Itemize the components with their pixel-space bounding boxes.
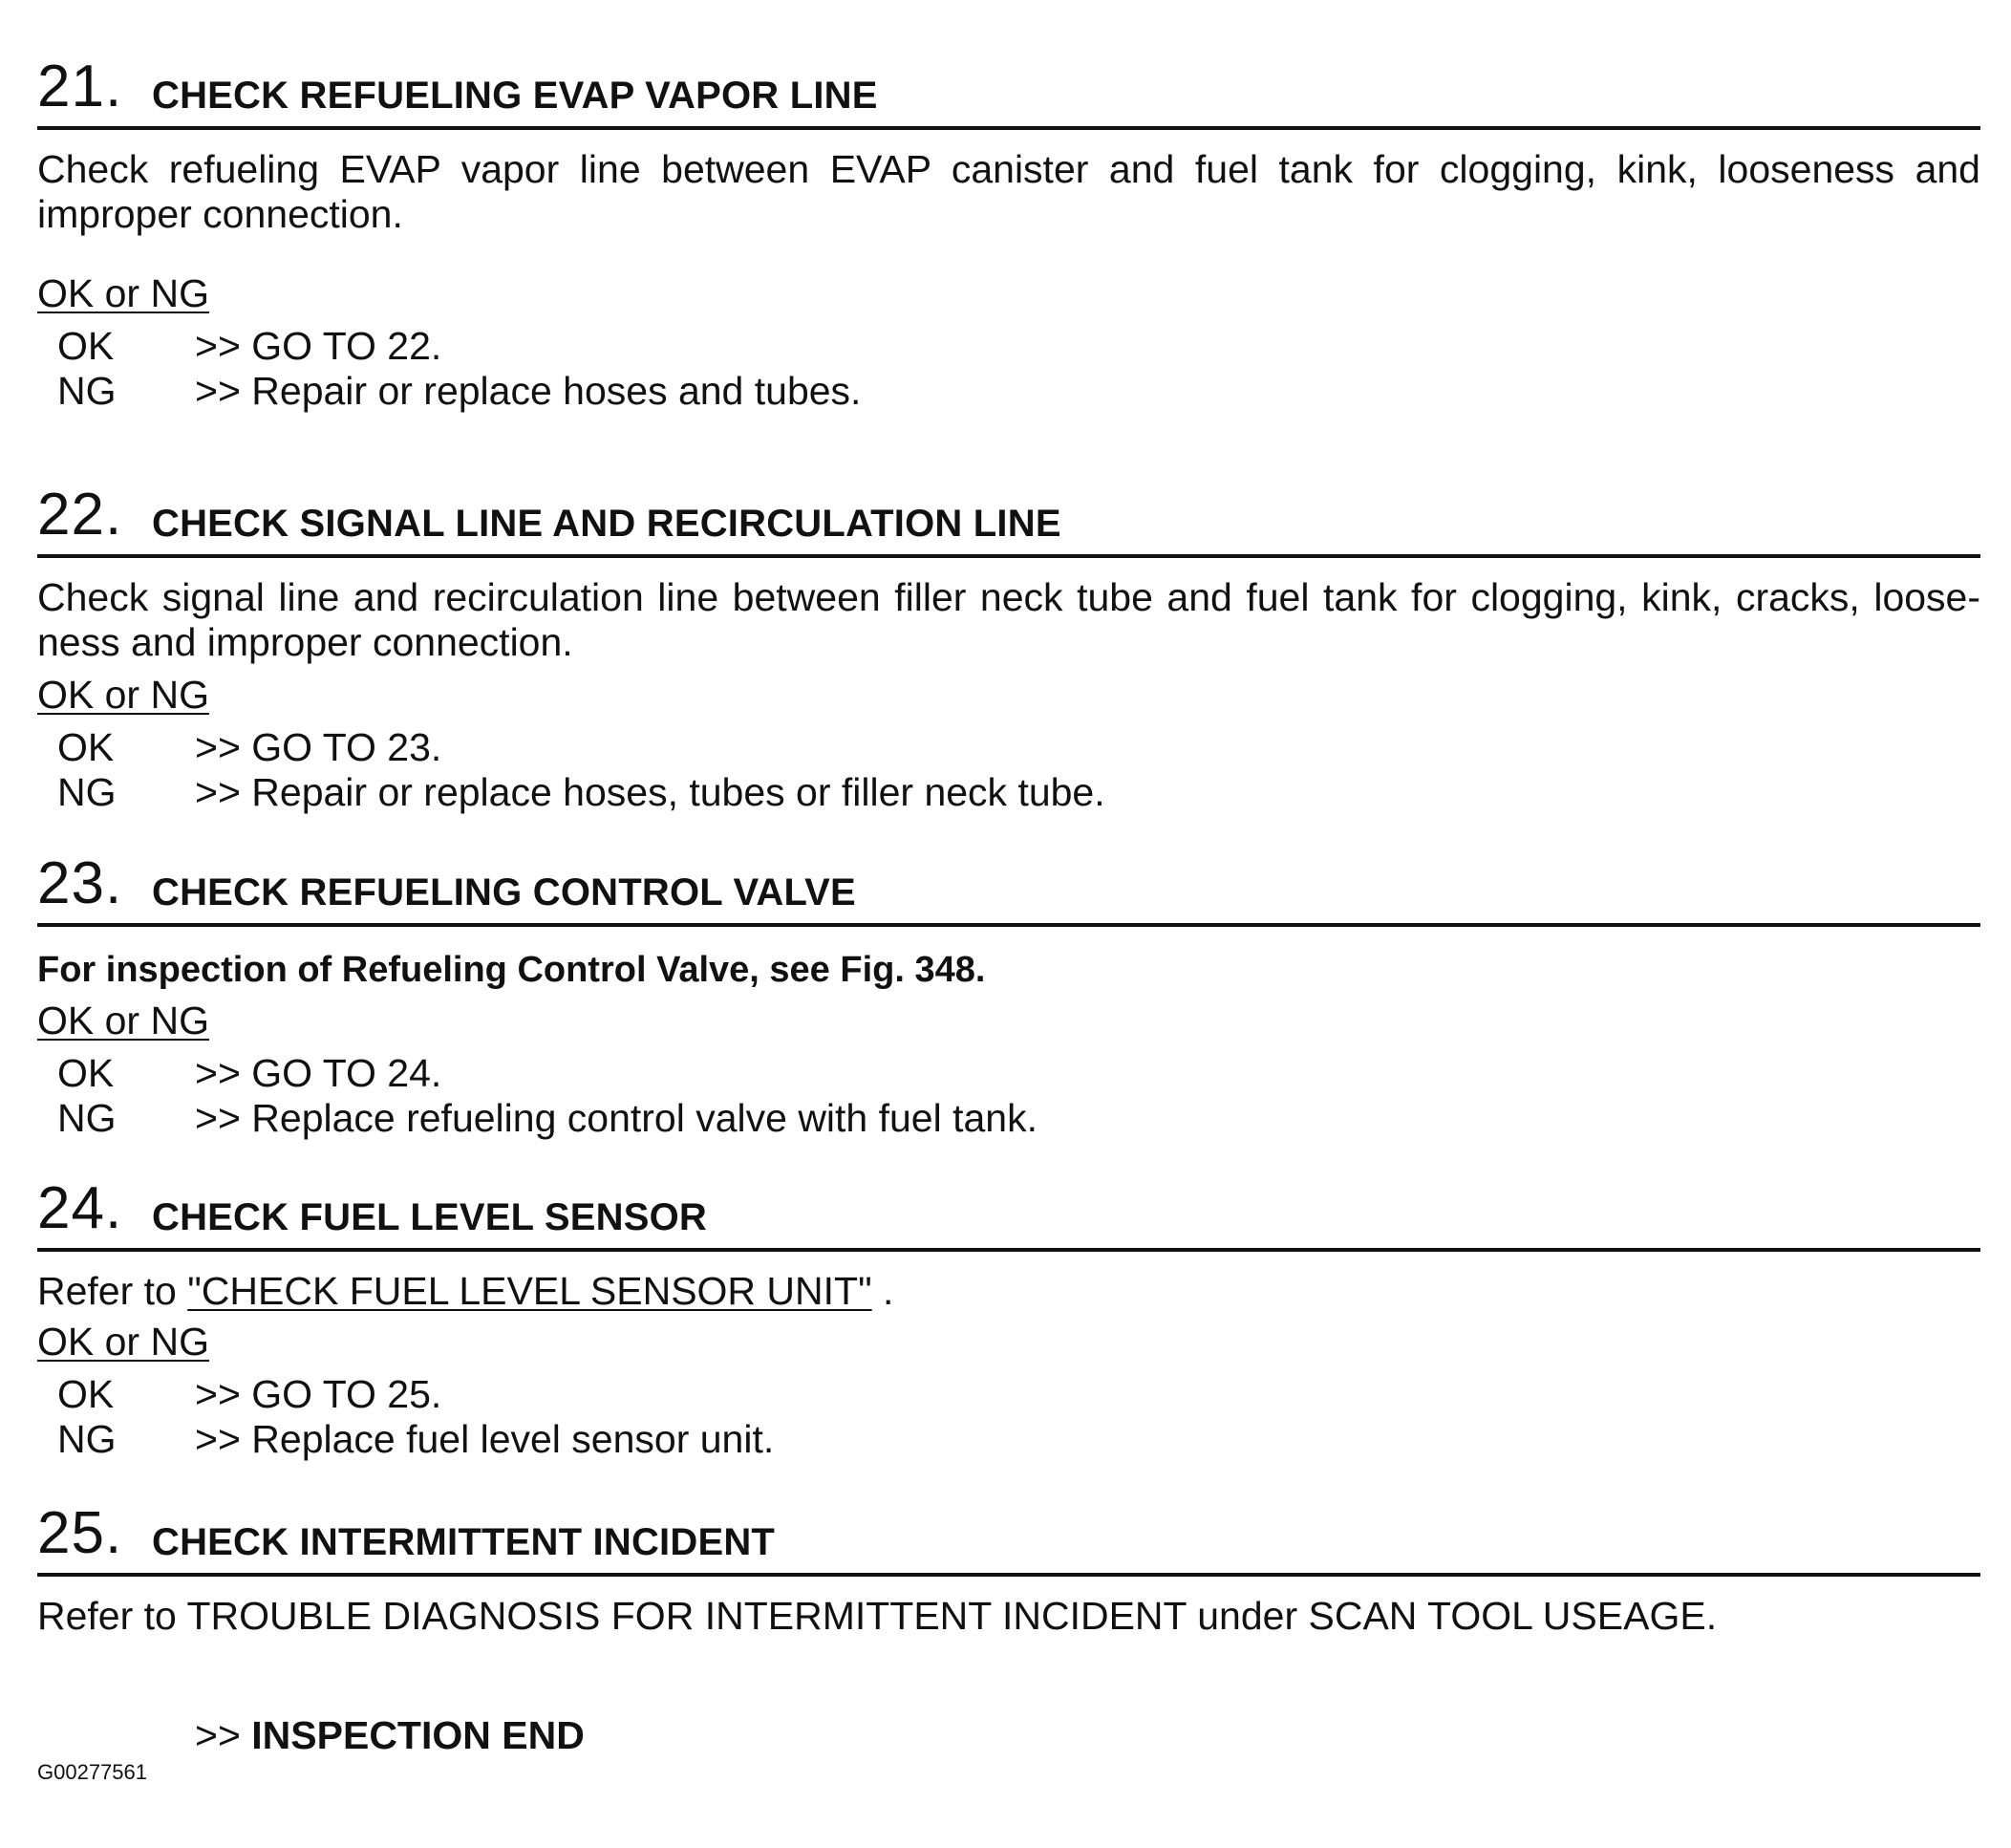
- result-code: OK: [57, 725, 115, 769]
- result-code: OK: [57, 324, 115, 368]
- step-number: 22.: [37, 482, 123, 548]
- step-header: [37, 841, 1980, 916]
- step-title: CHECK FUEL LEVEL SENSOR: [152, 1196, 707, 1238]
- ok-or-ng-label: OK or NG: [37, 999, 209, 1042]
- result-list: [37, 324, 1980, 414]
- ok-or-ng-label: OK or NG: [37, 673, 209, 717]
- step-number: 25.: [37, 1500, 123, 1566]
- result-code: OK: [57, 1372, 115, 1416]
- result-text: >> Repair or replace hoses, tubes or filler neck tube.: [195, 770, 1105, 814]
- step-body: Check refueling EVAP vapor line between EVAP canister and fuel tank for clogging, kink, looseness and improper connection.: [37, 147, 1980, 236]
- step-title: CHECK SIGNAL LINE AND RECIRCULATION LINE: [152, 503, 1061, 545]
- step-header: [37, 1166, 1980, 1241]
- divider: [37, 923, 1980, 927]
- inspection-end: [195, 1713, 585, 1758]
- result-ok: [37, 1051, 1980, 1096]
- result-text: >> GO TO 24.: [195, 1051, 442, 1095]
- result-ok: [37, 324, 1980, 369]
- refer-target: TROUBLE DIAGNOSIS FOR INTERMITTENT INCIDENT under SCAN TOOL USEAGE.: [186, 1594, 1718, 1638]
- step-body: Check signal line and recirculation line between filler neck tube and fuel tank for clogging, kink, cracks, loose-ness and improper connection.: [37, 575, 1980, 664]
- result-list: [37, 1372, 1980, 1462]
- result-code: NG: [57, 369, 117, 413]
- step-title: CHECK REFUELING CONTROL VALVE: [152, 871, 856, 913]
- divider: [37, 126, 1980, 130]
- step-number: 23.: [37, 850, 123, 916]
- result-text: >> GO TO 25.: [195, 1372, 442, 1416]
- step-23: [37, 841, 1980, 1141]
- divider: [37, 1248, 1980, 1252]
- refer-prefix: Refer to: [37, 1269, 188, 1313]
- step-25: [37, 1491, 1980, 1639]
- refer-suffix: .: [871, 1269, 894, 1313]
- step-body: [37, 1269, 1980, 1314]
- result-text: >> GO TO 23.: [195, 725, 442, 769]
- result-text: >> Replace refueling control valve with fuel tank.: [195, 1096, 1038, 1140]
- step-number: 21.: [37, 54, 123, 119]
- result-code: NG: [57, 770, 117, 814]
- result-list: [37, 725, 1980, 815]
- result-code: NG: [57, 1417, 117, 1461]
- ok-or-ng-label: OK or NG: [37, 271, 209, 315]
- step-header: [37, 1491, 1980, 1566]
- refer-prefix: Refer to: [37, 1594, 187, 1638]
- step-title: CHECK REFUELING EVAP VAPOR LINE: [152, 75, 878, 117]
- result-code: OK: [57, 1051, 115, 1095]
- step-body: For inspection of Refueling Control Valve, see Fig. 348.: [37, 950, 986, 990]
- end-label: INSPECTION END: [251, 1713, 585, 1757]
- end-arrow: >>: [195, 1713, 252, 1757]
- step-number: 24.: [37, 1175, 123, 1241]
- result-text: >> Replace fuel level sensor unit.: [195, 1417, 775, 1461]
- step-header: [37, 472, 1980, 548]
- step-21: [37, 29, 1980, 414]
- ok-or-ng-label: OK or NG: [37, 1320, 209, 1364]
- result-ng: [37, 1417, 1980, 1462]
- result-code: NG: [57, 1096, 117, 1140]
- step-body: [37, 1594, 1980, 1639]
- result-list: [37, 1051, 1980, 1141]
- step-22: [37, 472, 1980, 815]
- result-ok: [37, 725, 1980, 770]
- step-24: [37, 1166, 1980, 1462]
- step-header: [37, 29, 1980, 117]
- divider: [37, 554, 1980, 558]
- step-title: CHECK INTERMITTENT INCIDENT: [152, 1521, 776, 1563]
- result-ng: [37, 770, 1980, 815]
- result-ng: [37, 369, 1980, 414]
- fuel-level-sensor-link[interactable]: "CHECK FUEL LEVEL SENSOR UNIT": [187, 1269, 872, 1313]
- result-text: >> Repair or replace hoses and tubes.: [195, 369, 862, 413]
- document-page: [37, 0, 1980, 1848]
- result-ok: [37, 1372, 1980, 1417]
- result-text: >> GO TO 22.: [195, 324, 442, 368]
- figure-id: G00277561: [37, 1760, 147, 1784]
- divider: [37, 1573, 1980, 1577]
- result-ng: [37, 1096, 1980, 1141]
